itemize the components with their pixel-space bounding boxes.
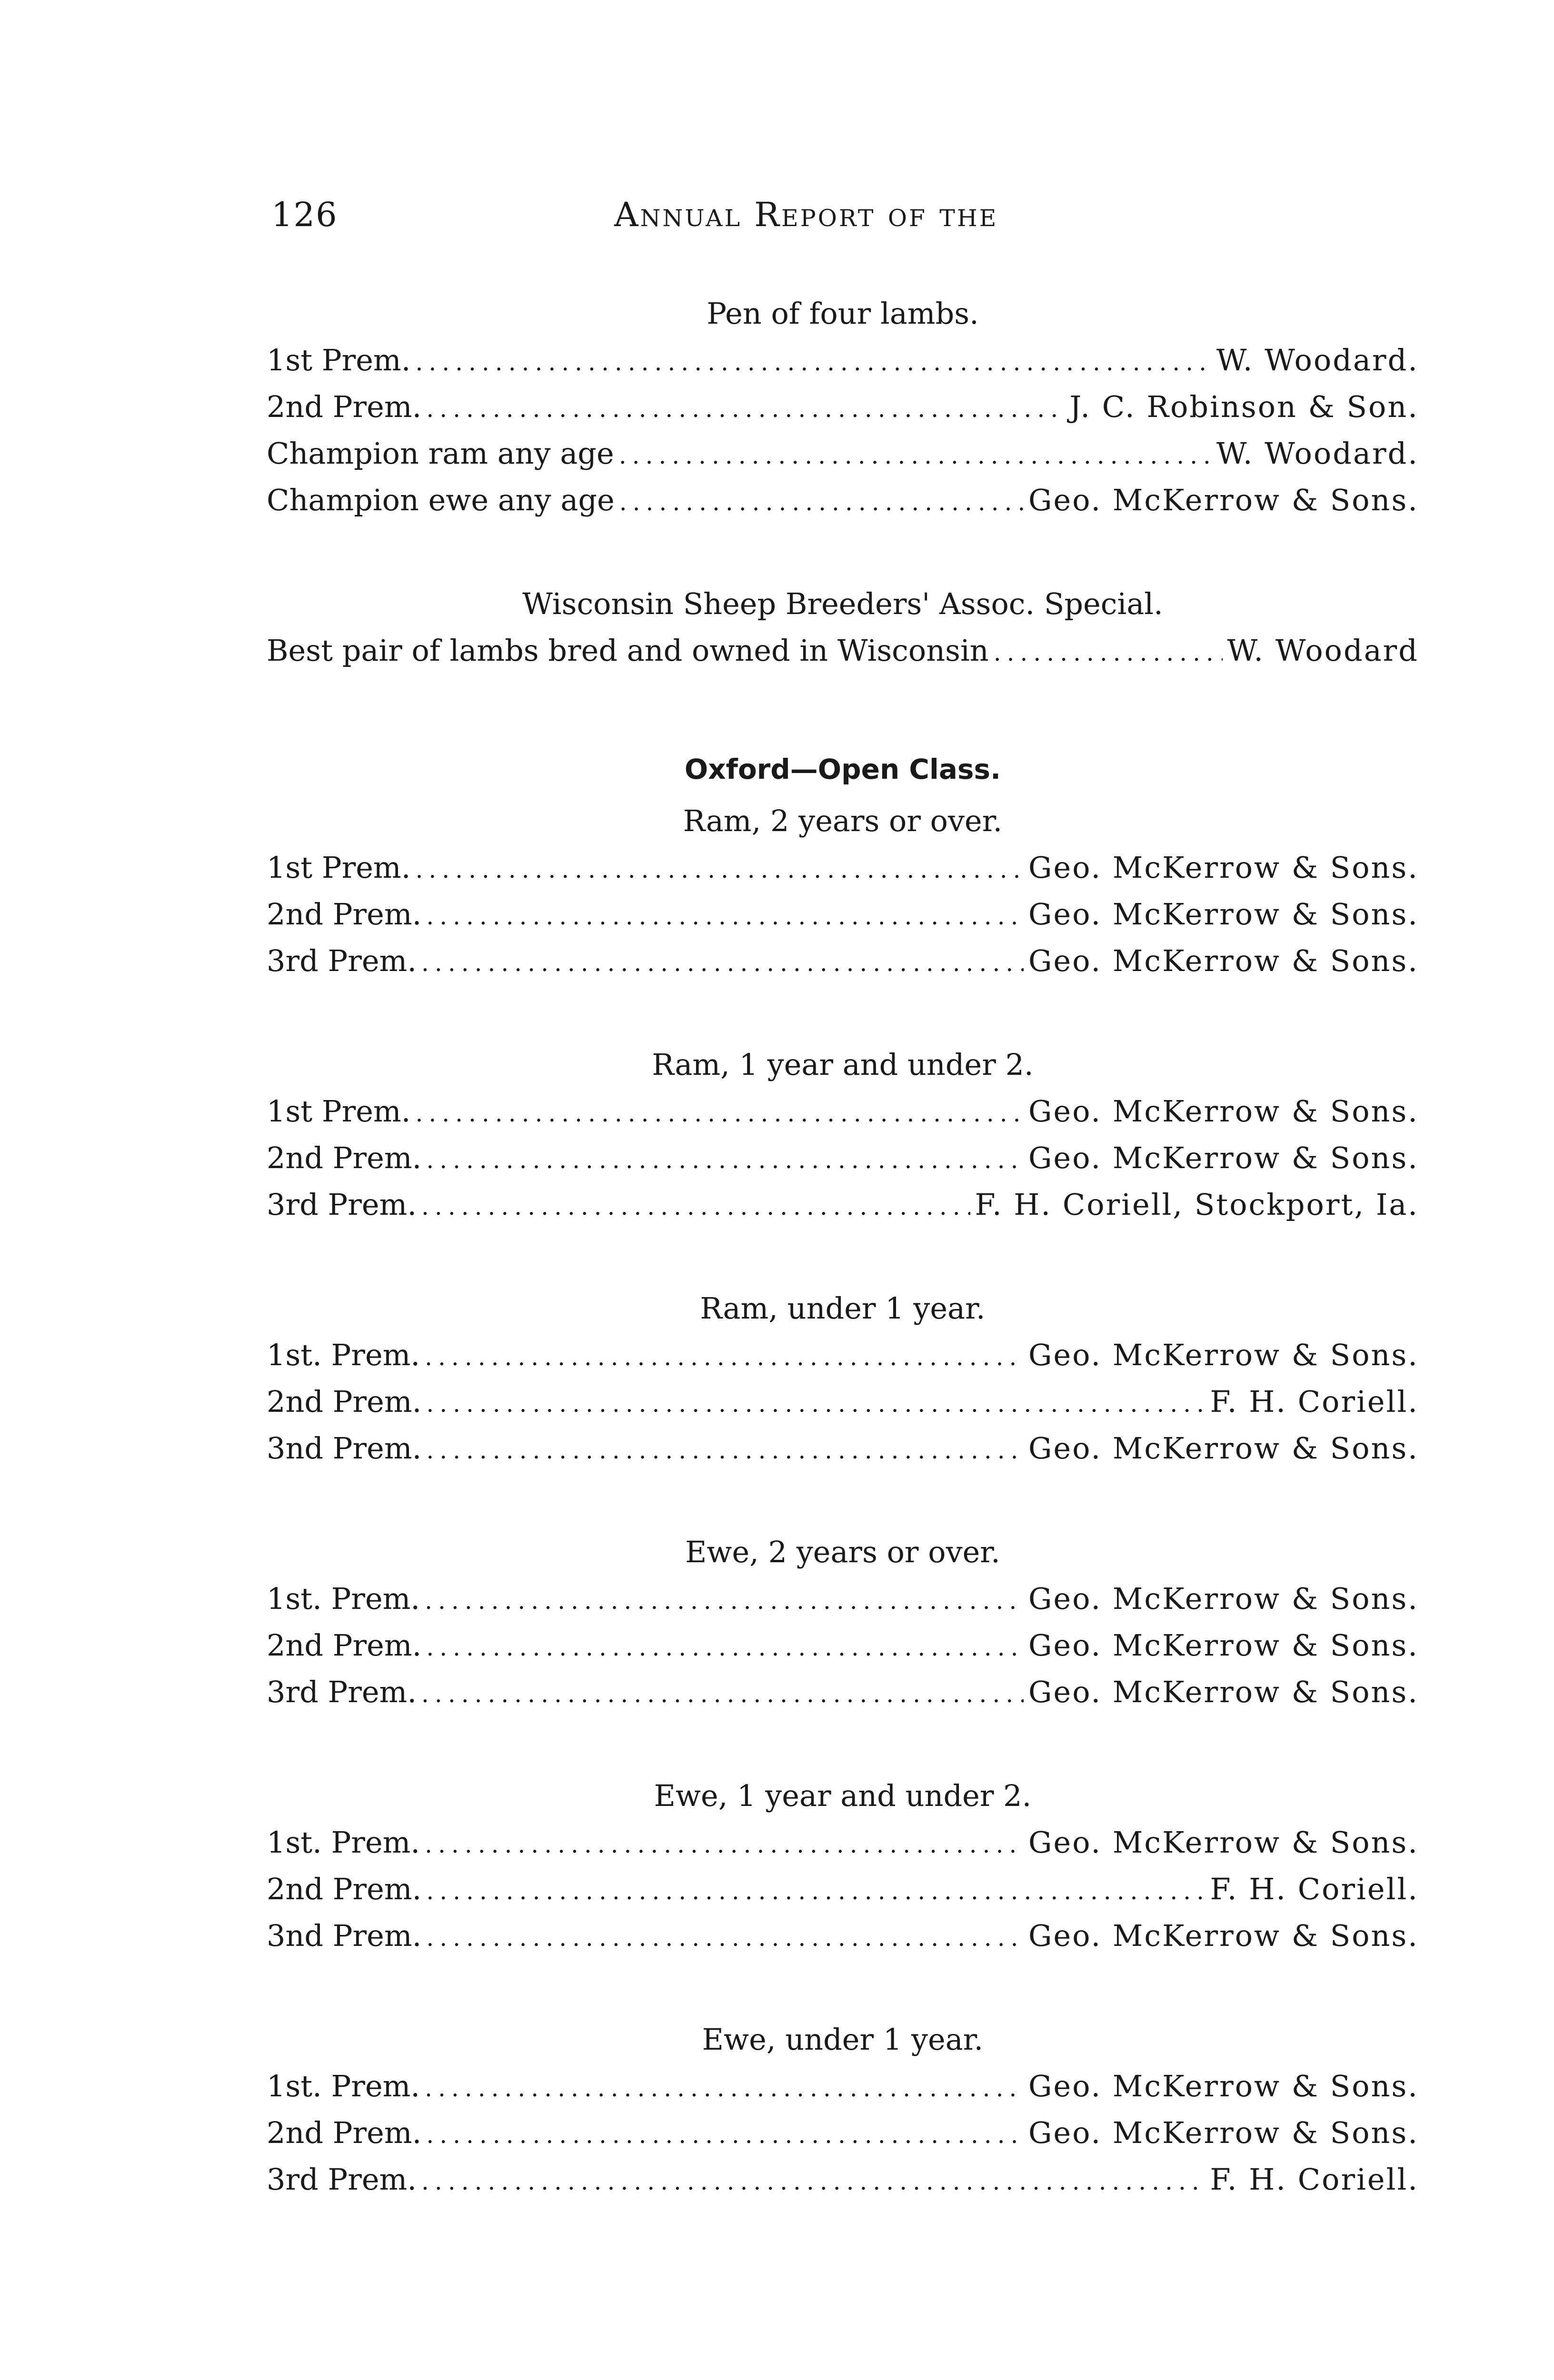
award-entry — [267, 627, 1419, 674]
dot-leader — [426, 386, 1065, 432]
dot-leader — [426, 1137, 1024, 1183]
section-subhead: Pen of four lambs. — [707, 296, 979, 331]
award-winner: F. H. Coriell, Stockport, Ia. — [975, 1187, 1419, 1222]
award-winner: Geo. McKerrow & Sons. — [1028, 1825, 1419, 1860]
award-entry — [267, 1576, 1419, 1622]
award-entry — [267, 1088, 1419, 1135]
award-label: Champion ram any age — [267, 436, 614, 471]
dot-leader — [425, 1334, 1024, 1380]
section-ewe-1-year — [267, 1773, 1419, 1959]
section-ram-1-year — [267, 1041, 1419, 1228]
dot-leader — [415, 1090, 1024, 1137]
award-label: 2nd Prem. — [267, 1628, 422, 1663]
award-label: 3rd Prem. — [267, 1187, 417, 1222]
award-winner: W. Woodard. — [1216, 343, 1419, 377]
dot-leader — [619, 432, 1212, 479]
award-entry — [267, 844, 1419, 891]
award-label: 1st Prem. — [267, 343, 411, 377]
award-winner: F. H. Coriell. — [1210, 1872, 1419, 1906]
page-content — [267, 290, 1419, 2260]
award-entry — [267, 1913, 1419, 1959]
award-entry — [267, 477, 1419, 524]
section-subhead: Ram, under 1 year. — [700, 1291, 986, 1326]
award-entry — [267, 938, 1419, 984]
dot-leader — [426, 1868, 1205, 1914]
award-entry — [267, 2156, 1419, 2203]
award-label: 2nd Prem. — [267, 1140, 422, 1175]
dot-leader — [421, 1671, 1024, 1717]
award-entry — [267, 337, 1419, 384]
award-entry — [267, 1866, 1419, 1913]
award-winner: Geo. McKerrow & Sons. — [1028, 1675, 1419, 1709]
award-winner: Geo. McKerrow & Sons. — [1028, 2069, 1419, 2103]
dot-leader — [421, 2158, 1205, 2205]
award-label: 1st Prem. — [267, 850, 411, 885]
award-label: 2nd Prem. — [267, 389, 422, 424]
dot-leader — [426, 1427, 1024, 1474]
dot-leader — [426, 893, 1024, 940]
dot-leader — [426, 1914, 1024, 1961]
dot-leader — [425, 2065, 1024, 2112]
section-ewe-2-years — [267, 1529, 1419, 1716]
award-label: 1st. Prem. — [267, 1581, 420, 1616]
award-entry — [267, 1425, 1419, 1472]
dot-leader — [426, 1624, 1024, 1671]
award-winner: W. Woodard. — [1216, 436, 1419, 471]
award-label: 1st. Prem. — [267, 1825, 420, 1860]
dot-leader — [425, 1821, 1024, 1868]
award-winner: Geo. McKerrow & Sons. — [1028, 1094, 1419, 1129]
dot-leader — [425, 1577, 1024, 1624]
award-label: 1st. Prem. — [267, 1338, 420, 1372]
dot-leader — [415, 846, 1024, 893]
dot-leader — [426, 2112, 1024, 2158]
award-entry — [267, 430, 1419, 477]
award-label: 1st. Prem. — [267, 2069, 420, 2103]
award-label: Best pair of lambs bred and owned in Wisconsin — [267, 633, 989, 668]
section-subhead: Ewe, 1 year and under 2. — [654, 1778, 1032, 1813]
dot-leader — [619, 479, 1024, 526]
award-entry — [267, 891, 1419, 938]
award-winner: Geo. McKerrow & Sons. — [1028, 1581, 1419, 1616]
award-label: 3nd Prem. — [267, 1431, 422, 1466]
running-head: Annual Report of the — [614, 195, 998, 234]
award-label: 1st Prem. — [267, 1094, 411, 1129]
award-label: 3rd Prem. — [267, 1675, 417, 1709]
award-winner: Geo. McKerrow & Sons. — [1028, 1918, 1419, 1953]
award-label: 3nd Prem. — [267, 1918, 422, 1953]
award-entry — [267, 2063, 1419, 2110]
award-winner: W. Woodard — [1227, 633, 1419, 668]
award-entry — [267, 384, 1419, 430]
section-ram-under-1-year — [267, 1285, 1419, 1472]
award-entry — [267, 1332, 1419, 1378]
section-subhead: Ewe, under 1 year. — [702, 2022, 984, 2057]
award-winner: Geo. McKerrow & Sons. — [1028, 1338, 1419, 1372]
section-ram-2-years — [267, 798, 1419, 984]
document-page — [267, 0, 1419, 2380]
award-entry — [267, 1378, 1419, 1425]
award-label: 2nd Prem. — [267, 1384, 422, 1419]
award-winner: J. C. Robinson & Son. — [1069, 389, 1419, 424]
section-subhead: Wisconsin Sheep Breeders' Assoc. Special. — [522, 586, 1163, 621]
class-heading: Oxford—Open Class. — [684, 753, 1001, 785]
award-winner: Geo. McKerrow & Sons. — [1028, 1628, 1419, 1663]
award-entry — [267, 1669, 1419, 1716]
award-winner: Geo. McKerrow & Sons. — [1028, 1431, 1419, 1466]
award-label: 2nd Prem. — [267, 2115, 422, 2150]
award-label: 2nd Prem. — [267, 1872, 422, 1906]
page-header — [267, 195, 1419, 248]
award-entry — [267, 1622, 1419, 1669]
section-ewe-under-1-year — [267, 2016, 1419, 2203]
award-winner: Geo. McKerrow & Sons. — [1028, 897, 1419, 932]
award-label: 3rd Prem. — [267, 943, 417, 978]
section-pen-of-four-lambs — [267, 290, 1419, 524]
section-subhead: Ram, 1 year and under 2. — [652, 1047, 1034, 1082]
award-entry — [267, 1181, 1419, 1228]
award-winner: F. H. Coriell. — [1210, 1384, 1419, 1419]
section-subhead: Ram, 2 years or over. — [683, 803, 1003, 838]
dot-leader — [415, 339, 1211, 386]
award-winner: Geo. McKerrow & Sons. — [1028, 2115, 1419, 2150]
award-entry — [267, 2110, 1419, 2156]
section-wisconsin-special — [267, 581, 1419, 674]
award-entry — [267, 1135, 1419, 1181]
award-winner: Geo. McKerrow & Sons. — [1028, 483, 1419, 517]
award-winner: Geo. McKerrow & Sons. — [1028, 943, 1419, 978]
award-winner: Geo. McKerrow & Sons. — [1028, 850, 1419, 885]
dot-leader — [994, 629, 1223, 676]
dot-leader — [426, 1380, 1205, 1427]
award-label: Champion ewe any age — [267, 483, 615, 517]
section-subhead: Ewe, 2 years or over. — [685, 1535, 1000, 1569]
award-label: 3rd Prem. — [267, 2162, 417, 2197]
dot-leader — [421, 1183, 970, 1230]
page-number: 126 — [271, 195, 338, 234]
award-winner: F. H. Coriell. — [1210, 2162, 1419, 2197]
award-label: 2nd Prem. — [267, 897, 422, 932]
award-winner: Geo. McKerrow & Sons. — [1028, 1140, 1419, 1175]
award-entry — [267, 1819, 1419, 1866]
dot-leader — [421, 940, 1024, 986]
